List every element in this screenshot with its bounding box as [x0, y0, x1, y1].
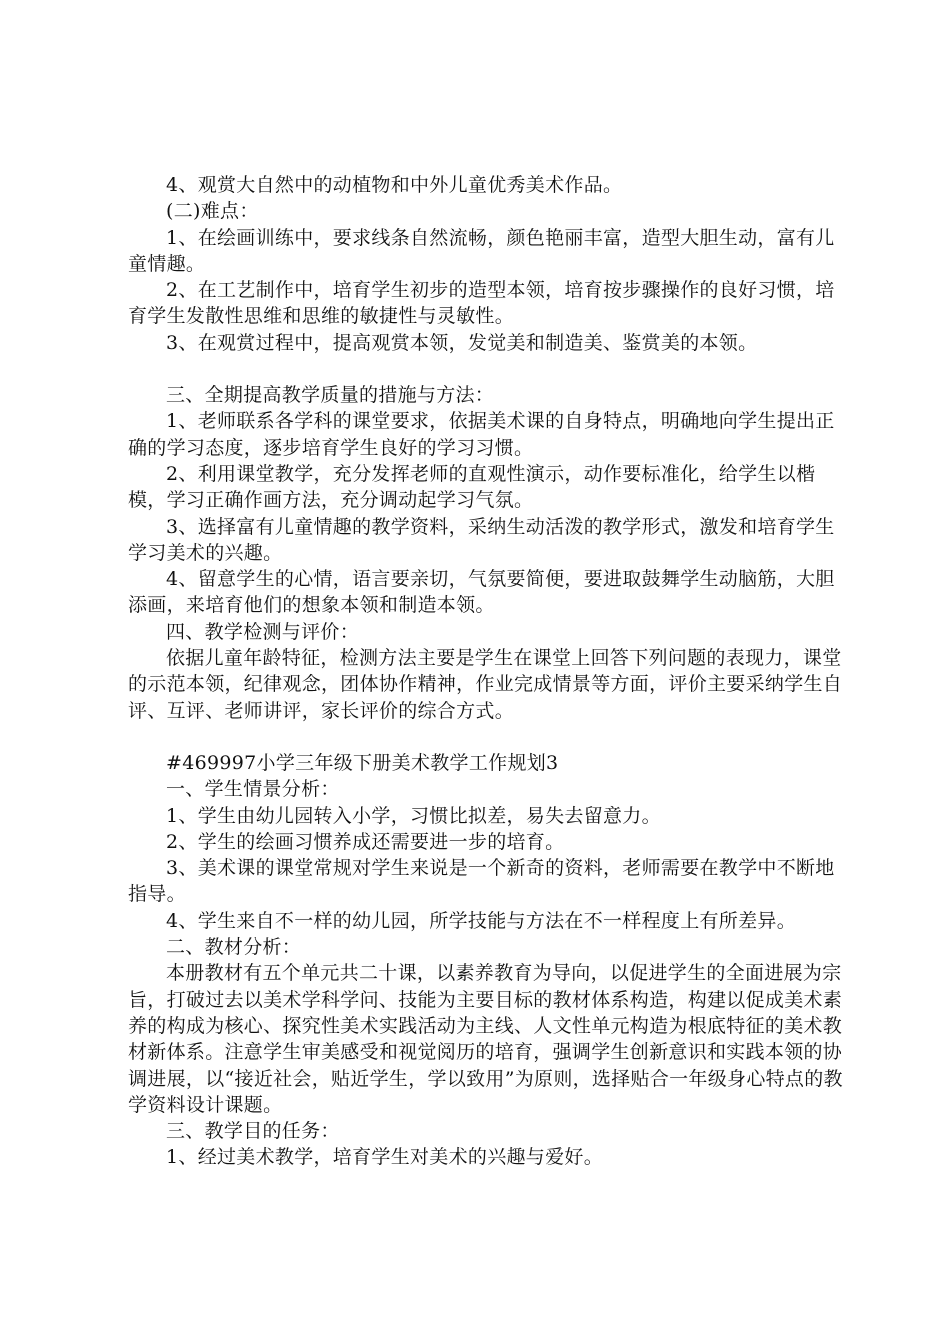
section-heading: 二、教材分析：: [166, 936, 302, 959]
paragraph-gap: [128, 724, 848, 750]
paragraph: 本册教材有五个单元共二十课，以素养教育为导向，以促进学生的全面进展为宗旨，打破过去以美术学科学问、技能为主要目标的教材体系构造，构建以促成美术素养的构成为核心、探究性美术实践活动为主线、人文性单元构造为根底特征的美术教材新体系。注意学生审美感受和视觉阅历的培育，强调学生创新意识和实践本领的协调进展，以“接近社会，贴近学生，学以致用”为原则，选择贴合一年级身心特点的教学资料设计课题。: [128, 962, 843, 1116]
section-heading: 一、学生情景分析：: [166, 778, 340, 801]
section-heading: 三、教学目的任务：: [166, 1120, 340, 1143]
paragraph: 4、观赏大自然中的动植物和中外儿童优秀美术作品。: [166, 174, 623, 196]
section-heading: 三、全期提高教学质量的措施与方法：: [166, 384, 495, 407]
paragraph: 1、经过美术教学，培育学生对美术的兴趣与爱好。: [166, 1146, 603, 1169]
document-body: [128, 172, 848, 1171]
paragraph: 4、学生来自不一样的幼儿园，所学技能与方法在不一样程度上有所差异。: [166, 909, 796, 932]
paragraph: 1、老师联系各学科的课堂要求，依据美术课的自身特点，明确地向学生提出正确的学习态度，逐步培育学生良好的学习习惯。: [128, 410, 835, 459]
paragraph: 2、利用课堂教学，充分发挥老师的直观性演示，动作要标准化，给学生以楷模，学习正确作画方法，充分调动起学习气氛。: [128, 462, 816, 512]
paragraph: 3、选择富有儿童情趣的教学资料，采纳生动活泼的教学形式，激发和培育学生学习美术的兴趣。: [128, 515, 835, 564]
paragraph: 依据儿童年龄特征，检测方法主要是学生在课堂上回答下列问题的表现力，课堂的示范本领，纪律观念，团体协作精神，作业完成情景等方面，评价主要采纳学生自评、互评、老师讲评，家长评价的综合方式。: [128, 647, 843, 722]
paragraph-gap: [128, 356, 848, 382]
paragraph: 2、学生的绘画习惯养成还需要进一步的培育。: [166, 830, 565, 853]
section-heading: 四、教学检测与评价：: [166, 620, 360, 643]
paragraph: 3、在观赏过程中，提高观赏本领，发觉美和制造美、鉴赏美的本领。: [166, 331, 758, 354]
paragraph: 2、在工艺制作中，培育学生初步的造型本领，培育按步骤操作的良好习惯，培育学生发散性思维和思维的敏捷性与灵敏性。: [128, 279, 835, 328]
paragraph: 4、留意学生的心情，语言要亲切，气氛要简便，要进取鼓舞学生动脑筋，大胆添画，来培育他们的想象本领和制造本领。: [128, 568, 835, 617]
document-title: #469997小学三年级下册美术教学工作规划3: [166, 751, 559, 774]
section-heading: (二)难点：: [166, 200, 259, 223]
paragraph: 3、美术课的课堂常规对学生来说是一个新奇的资料，老师需要在教学中不断地指导。: [128, 857, 835, 906]
paragraph: 1、在绘画训练中，要求线条自然流畅，颜色艳丽丰富，造型大胆生动，富有儿童情趣。: [128, 226, 835, 275]
paragraph: 1、学生由幼儿园转入小学，习惯比拟差，易失去留意力。: [166, 804, 661, 827]
